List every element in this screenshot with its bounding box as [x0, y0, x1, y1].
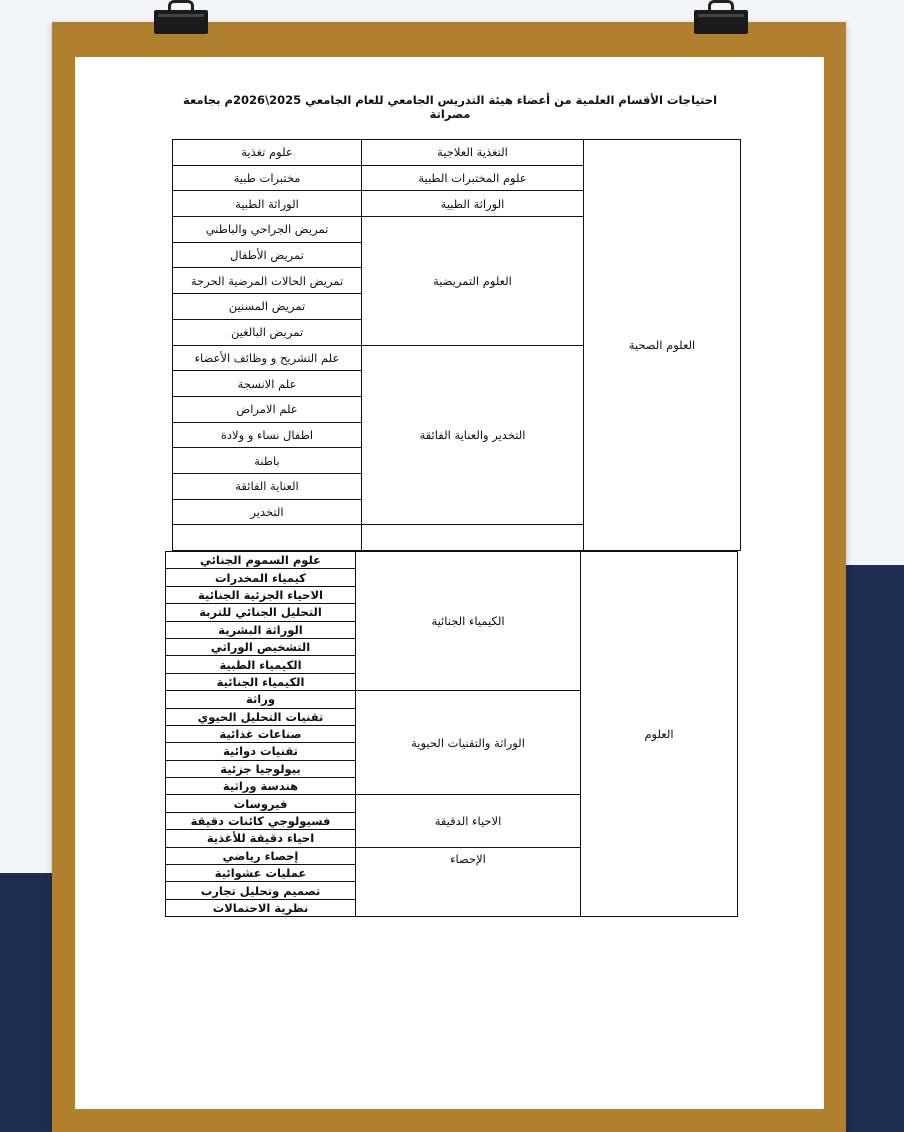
- specialty-cell: باطنة: [173, 448, 362, 474]
- specialty-cell: علم الامراض: [173, 396, 362, 422]
- department-cell: الاحياء الدقيقة: [356, 795, 581, 847]
- specialty-cell: الوراثة الطبية: [173, 191, 362, 217]
- specialty-cell: علم الانسجة: [173, 371, 362, 397]
- specialty-cell: تمريض الأطفال: [173, 242, 362, 268]
- specialty-cell: وراثة: [166, 691, 356, 708]
- specialty-cell: علم التشريح و وظائف الأعضاء: [173, 345, 362, 371]
- specialty-cell: فيروسات: [166, 795, 356, 812]
- specialty-cell: مختبرات طبية: [173, 165, 362, 191]
- specialty-cell: بيولوجيا جزئية: [166, 760, 356, 777]
- faculty-cell: العلوم الصحية: [584, 140, 741, 551]
- specialty-cell: علوم السموم الجنائي: [166, 552, 356, 569]
- specialty-cell: الوراثة البشرية: [166, 621, 356, 638]
- specialty-cell: تمريض الحالات المرضية الحرجة: [173, 268, 362, 294]
- specialty-cell: التشخيص الوراثي: [166, 638, 356, 655]
- specialty-cell: العناية الفائقة: [173, 473, 362, 499]
- specialty-cell: تصميم وتحليل تجارب: [166, 882, 356, 899]
- empty-cell: [362, 525, 584, 551]
- binder-clip-icon: [694, 0, 748, 36]
- specialty-cell: اطفال نساء و ولادة: [173, 422, 362, 448]
- specialty-cell: التحليل الجنائي للتربة: [166, 604, 356, 621]
- sciences-table: [165, 551, 738, 917]
- department-cell: الكيمياء الجنائية: [356, 552, 581, 691]
- background-navy-panel: [0, 873, 60, 1132]
- department-cell: الوراثة الطبية: [362, 191, 584, 217]
- specialty-cell: تمريض الجراحي والباطني: [173, 217, 362, 243]
- department-cell: الوراثة والتقنيات الحيوية: [356, 691, 581, 795]
- specialty-cell: صناعات غذائية: [166, 725, 356, 742]
- department-cell: التغذية العلاجية: [362, 140, 584, 166]
- department-cell: علوم المختبرات الطبية: [362, 165, 584, 191]
- specialty-cell: كيمياء المخدرات: [166, 569, 356, 586]
- department-cell: الإحصاء: [356, 847, 581, 917]
- page-title: احتياجات الأقسام العلمية من أعضاء هيئة التدريس الجامعي للعام الجامعي 2025\2026م بجامعة مصراتة: [182, 93, 718, 121]
- department-cell: التخدير والعناية الفائقة: [362, 345, 584, 525]
- specialty-cell: نظرية الاحتمالات: [166, 899, 356, 916]
- binder-clip-icon: [154, 0, 208, 36]
- specialty-cell: علوم تغذية: [173, 140, 362, 166]
- specialty-cell: الاحياء الجزئية الجنائية: [166, 586, 356, 603]
- specialty-cell: تقنيات دوائية: [166, 743, 356, 760]
- specialty-cell: احياء دقيقة للأغذية: [166, 830, 356, 847]
- specialty-cell: الكيمياء الطبية: [166, 656, 356, 673]
- specialty-cell: فسيولوجي كائنات دقيقة: [166, 812, 356, 829]
- faculty-cell: العلوم: [581, 552, 738, 917]
- empty-cell: [173, 525, 362, 551]
- specialty-cell: إحصاء رياضي: [166, 847, 356, 864]
- background-navy-panel: [840, 565, 904, 1132]
- specialty-cell: التخدير: [173, 499, 362, 525]
- specialty-cell: الكيمياء الجنائية: [166, 673, 356, 690]
- department-cell: العلوم التمريضية: [362, 217, 584, 345]
- specialty-cell: تقنيات التحليل الحيوي: [166, 708, 356, 725]
- specialty-cell: تمريض البالغين: [173, 319, 362, 345]
- specialty-cell: تمريض المسنين: [173, 294, 362, 320]
- health-sciences-table: [172, 139, 741, 551]
- specialty-cell: عمليات عشوائية: [166, 865, 356, 882]
- specialty-cell: هندسة وراثية: [166, 778, 356, 795]
